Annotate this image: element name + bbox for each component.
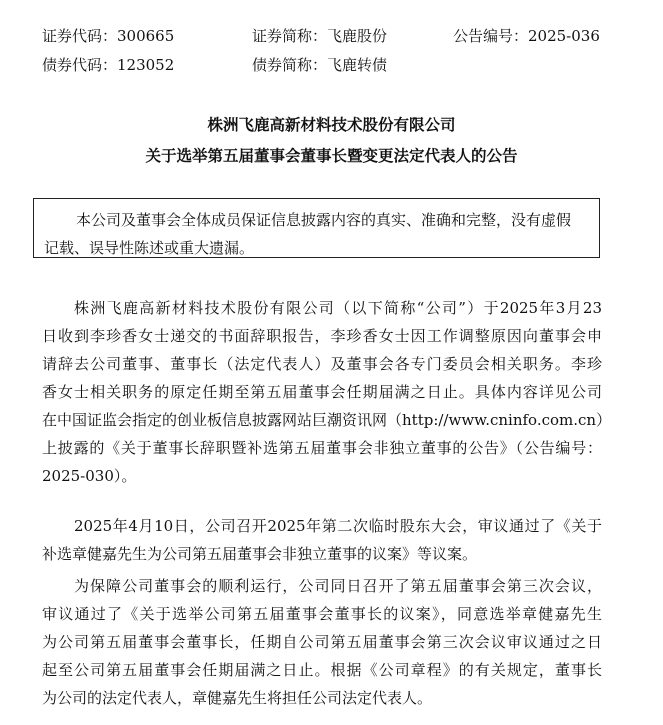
paragraph-line: 香女士相关职务的原定任期至第五届董事会任期届满之日止。具体内容详见公司 (42, 383, 602, 401)
paragraph-line: 审议通过了《关于选举公司第五届董事会董事长的议案》，同意选举章健嘉先生 (42, 605, 602, 623)
company-name-title: 株洲飞鹿高新材料技术股份有限公司 (207, 115, 456, 134)
paragraph-line: 上披露的《关于董事长辞职暨补选第五届董事会非独立董事的公告》（公告编号： (42, 439, 602, 457)
paragraph-line: 2025-030）。 (42, 467, 137, 485)
announcement-title: 关于选举第五届董事会董事长暨变更法定代表人的公告 (145, 146, 518, 165)
paragraph-line: 日收到李珍香女士递交的书面辞职报告，李珍香女士因工作调整原因向董事会申 (42, 327, 602, 345)
paragraph-line: 在中国证监会指定的创业板信息披露网站巨潮资讯网（http://www.cninfo.com.cn） (42, 411, 612, 429)
stock-abbreviation: 证券简称：飞鹿股份 (252, 27, 388, 45)
disclaimer-line: 记载、误导性陈述或重大遗漏。 (44, 239, 255, 257)
paragraph-line: 为公司第五届董事会董事长，任期自公司第五届董事会第三次会议审议通过之日 (42, 633, 602, 651)
bond-code: 债券代码：123052 (42, 56, 175, 74)
paragraph-line: 株洲飞鹿高新材料技术股份有限公司（以下简称“公司”）于2025年3月23 (74, 299, 602, 317)
paragraph-line: 为公司的法定代表人，章健嘉先生将担任公司法定代表人。 (42, 689, 433, 707)
paragraph-line: 请辞去公司董事、董事长（法定代表人）及董事会各专门委员会相关职务。李珍 (42, 355, 602, 373)
body-paragraph-resignation (42, 294, 612, 490)
stock-code: 证券代码：300665 (42, 27, 175, 45)
bond-abbreviation: 债券简称：飞鹿转债 (252, 56, 388, 74)
paragraph-line: 起至公司第五届董事会任期届满之日止。根据《公司章程》的有关规定，董事长 (42, 661, 602, 679)
announcement-number: 公告编号：2025-036 (453, 27, 600, 45)
body-paragraph-shareholder-meeting (42, 512, 602, 568)
paragraph-line: 为保障公司董事会的顺利运行，公司同日召开了第五届董事会第三次会议， (74, 577, 602, 595)
disclaimer-box (33, 198, 600, 258)
paragraph-line: 补选章健嘉先生为公司第五届董事会非独立董事的议案》等议案。 (42, 545, 478, 563)
body-paragraph-chairman-election (42, 572, 602, 712)
disclaimer-line: 本公司及董事会全体成员保证信息披露内容的真实、准确和完整，没有虚假 (76, 211, 572, 229)
paragraph-line: 2025年4月10日，公司召开2025年第二次临时股东大会，审议通过了《关于 (74, 517, 602, 535)
